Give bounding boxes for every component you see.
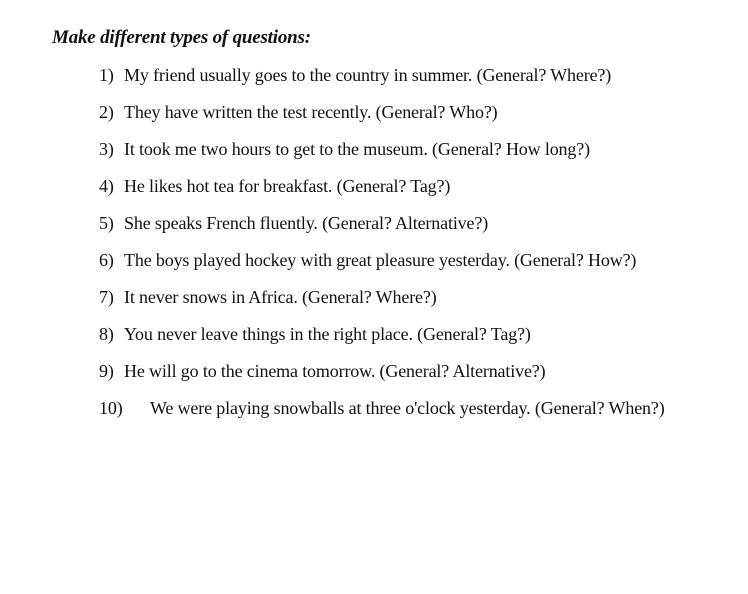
item-text: We were playing snowballs at three o'clock yesterday. (General? When?) <box>150 398 665 418</box>
item-text: She speaks French fluently. (General? Alternative?) <box>124 213 489 233</box>
item-text: They have written the test recently. (General? Who?) <box>124 102 498 122</box>
item-text: It never snows in Africa. (General? Where?) <box>124 287 437 307</box>
item-number: 6) <box>99 250 114 270</box>
exercise-heading: Make different types of questions: <box>52 27 311 48</box>
item-number: 3) <box>99 139 114 159</box>
item-number: 2) <box>99 102 114 122</box>
item-text: It took me two hours to get to the museum. (General? How long?) <box>124 139 590 159</box>
item-text: You never leave things in the right place. (General? Tag?) <box>124 324 531 344</box>
item-number: 9) <box>99 361 114 381</box>
question-list <box>99 65 665 435</box>
item-number: 10) <box>99 398 123 418</box>
list-item <box>99 324 665 361</box>
item-number: 8) <box>99 324 114 344</box>
item-text: He likes hot tea for breakfast. (General? Tag?) <box>124 176 451 196</box>
item-text: My friend usually goes to the country in summer. (General? Where?) <box>124 65 612 85</box>
list-item <box>99 213 665 250</box>
item-number: 1) <box>99 65 114 85</box>
list-item <box>99 65 665 102</box>
list-item <box>99 139 665 176</box>
list-item <box>99 361 665 398</box>
list-item <box>99 176 665 213</box>
item-number: 7) <box>99 287 114 307</box>
list-item <box>99 102 665 139</box>
item-text: He will go to the cinema tomorrow. (General? Alternative?) <box>124 361 546 381</box>
item-text: The boys played hockey with great pleasure yesterday. (General? How?) <box>124 250 637 270</box>
list-item <box>99 287 665 324</box>
item-number: 5) <box>99 213 114 233</box>
list-item <box>99 398 665 435</box>
list-item <box>99 250 665 287</box>
item-number: 4) <box>99 176 114 196</box>
